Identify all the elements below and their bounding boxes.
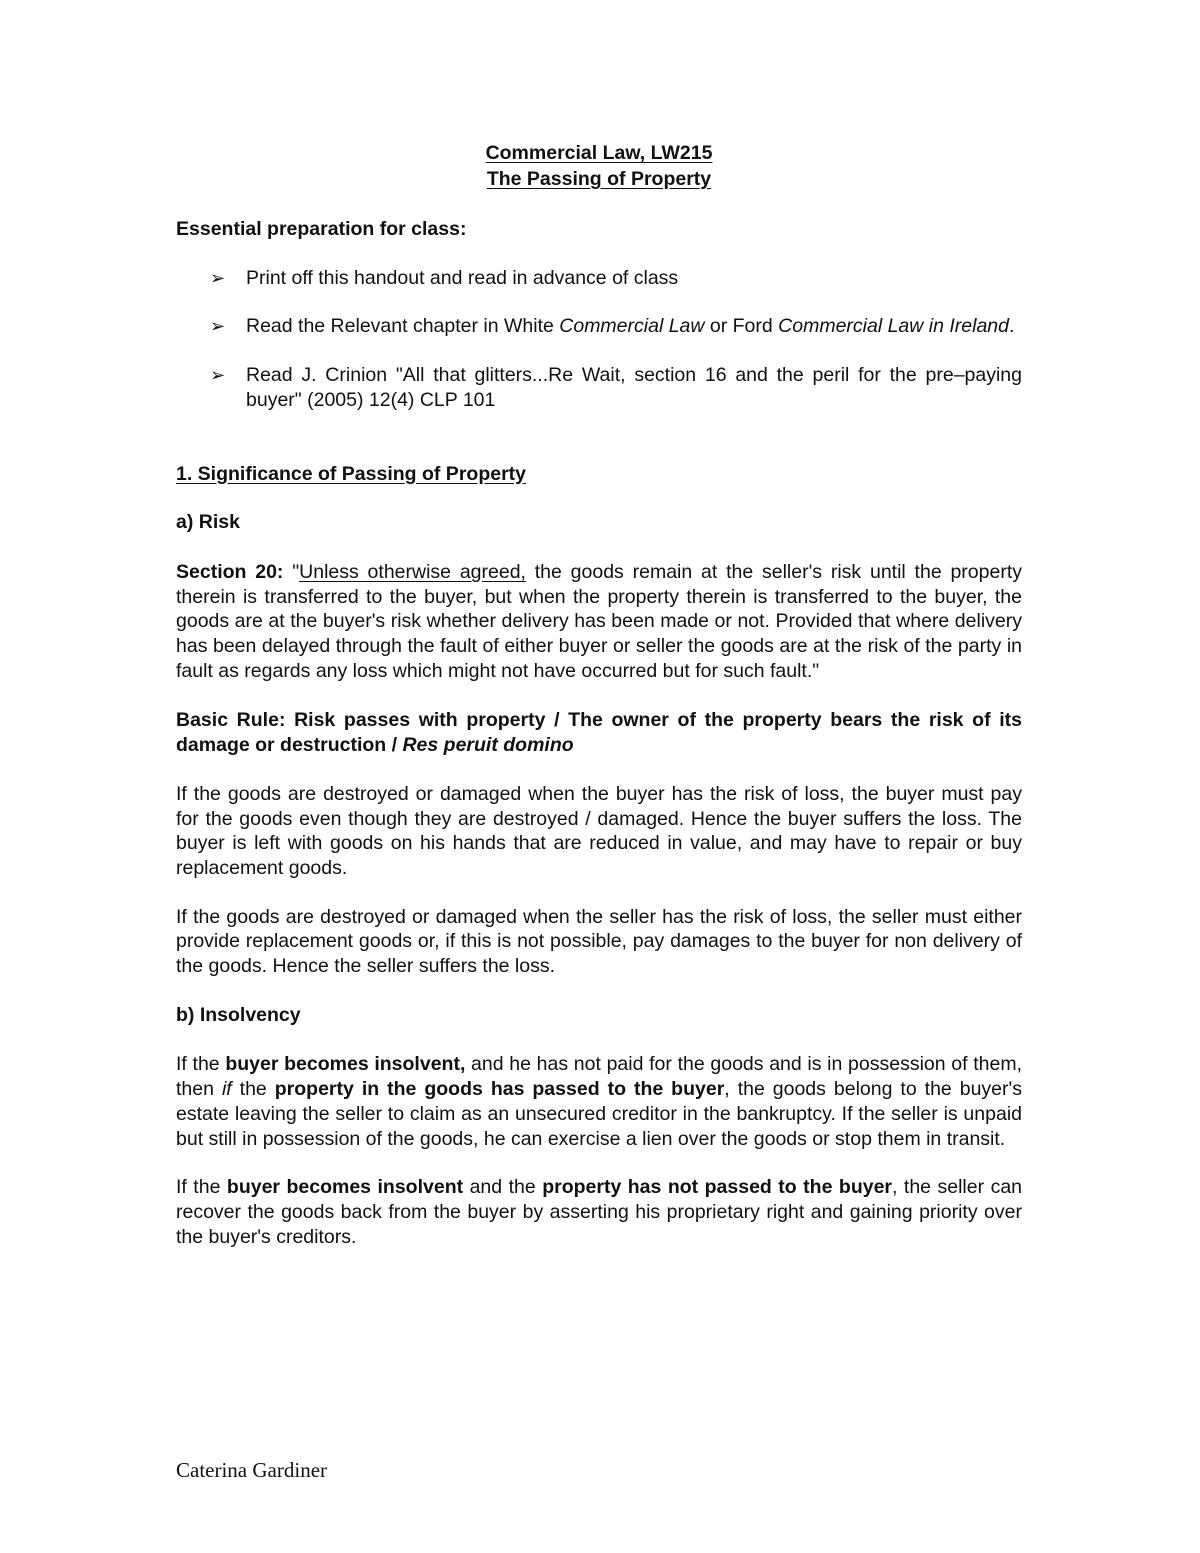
- prep-item-text: Read J. Crinion "All that glitters...Re Wait, section 16 and the peril for the pre–paying buyer" (2005) 12(4) CLP 101: [246, 364, 1022, 411]
- prep-item-text: Print off this handout and read in advance of class: [246, 266, 679, 289]
- text-run: the goods remain at the seller's risk until the property therein is transferred to the buyer, but when the property therein is transferred to the buyer, the goods are at the buyer's risk whether delivery has been made or not. Provided that where delivery has been delayed through the fault of either buyer or seller the goods are at the risk of the party in fault as regards any loss which might not have occurred but for such fault.": [176, 560, 1022, 682]
- insolvency-heading: b) Insolvency: [176, 1003, 301, 1026]
- emphasis: property in the goods has passed to the buyer: [274, 1078, 725, 1101]
- topic-title: The Passing of Property: [486, 168, 712, 190]
- latin-maxim: Res peruit domino: [402, 734, 574, 757]
- preparation-heading: Essential preparation for class:: [176, 218, 467, 240]
- book-title-white: Commercial Law: [559, 315, 705, 338]
- course-title: Commercial Law, LW215: [485, 142, 713, 164]
- arrow-bullet-icon: ➢: [210, 316, 226, 337]
- footer-author: Caterina Gardiner: [176, 1458, 328, 1482]
- arrow-bullet-icon: ➢: [210, 365, 226, 386]
- arrow-bullet-icon: ➢: [210, 267, 226, 288]
- prep-item-read-chapter: [210, 314, 1022, 339]
- prep-item-read-article: [210, 363, 1022, 412]
- section20-underlined: Unless otherwise agreed,: [299, 560, 526, 583]
- text-run: Read the Relevant chapter in White: [246, 315, 560, 338]
- basic-rule: [176, 708, 1022, 757]
- emphasis: property has not passed to the buyer: [542, 1176, 893, 1199]
- text-run: and the: [463, 1176, 543, 1199]
- emphasis: buyer becomes insolvent,: [225, 1053, 466, 1076]
- text-run: If the: [176, 1053, 226, 1076]
- risk-heading: a) Risk: [176, 511, 240, 534]
- book-title-ford: Commercial Law in Ireland: [778, 315, 1009, 338]
- section20-paragraph: [176, 560, 1022, 684]
- emphasis-italic: if: [221, 1078, 232, 1101]
- text-run: or Ford: [704, 315, 779, 338]
- risk-paragraph-seller: If the goods are destroyed or damaged when the seller has the risk of loss, the seller must either provide replacement goods or, if this is not possible, pay damages to the buyer for non delivery of the goods. Hence the seller suffers the loss.: [176, 905, 1022, 978]
- text-run: ": [283, 560, 300, 583]
- text-run: If the: [176, 1176, 227, 1199]
- prep-item-text: [246, 314, 1022, 339]
- risk-paragraph-buyer: If the goods are destroyed or damaged when the buyer has the risk of loss, the buyer must pay for the goods even though they are destroyed / damaged. Hence the buyer suffers the loss. The buyer is left with goods on his hands that are reduced in value, and may have to repair or buy replacement goods.: [176, 782, 1022, 879]
- title-block: [176, 140, 1022, 192]
- section1-heading: [176, 462, 1022, 487]
- text-run: , the goods belong to the buyer's estate leaving the seller to claim as an unsecured creditor in the bankruptcy. If the seller is unpaid but still in possession of the goods, he can exercise a lien over the goods or stop them in transit.: [176, 1078, 1022, 1150]
- text-run: the: [231, 1078, 275, 1101]
- text-run: , the seller can recover the goods back from the buyer by asserting his proprietary right and gaining priority over the buyer's creditors.: [176, 1176, 1023, 1248]
- prep-item-print: [210, 266, 1022, 291]
- section20-label: Section 20:: [176, 560, 284, 583]
- insolvency-paragraph-2: [176, 1175, 1022, 1249]
- section1-heading-text: 1. Significance of Passing of Property: [176, 462, 527, 485]
- emphasis: buyer becomes insolvent: [226, 1176, 464, 1199]
- text-run: and he has not paid for the goods and is in possession of them, then: [176, 1053, 1023, 1101]
- insolvency-paragraph-1: [176, 1052, 1022, 1151]
- text-run: .: [1009, 315, 1015, 338]
- document-page: [176, 140, 1022, 1249]
- text-run: Basic Rule: Risk passes with property / The owner of the property bears the risk of its damage or destruction /: [176, 709, 1022, 757]
